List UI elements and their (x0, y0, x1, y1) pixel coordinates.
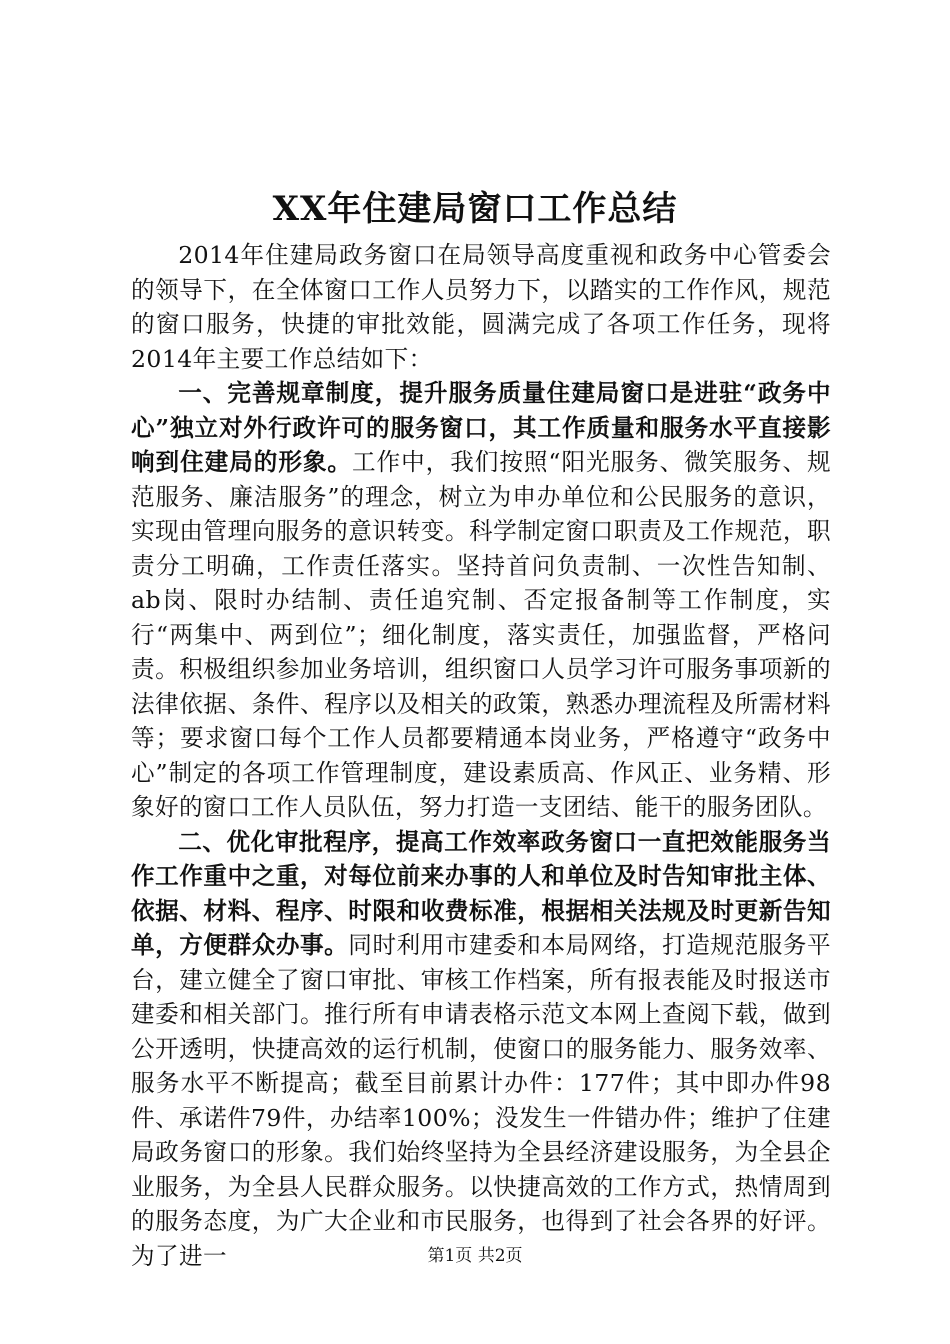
document-title: XX年住建局窗口工作总结 (272, 189, 678, 229)
section-1-heading: 一、完善规章制度，提升服务质量住建局窗口是进驻“政务中心”独立对外行政许可的服务窗口，其工作质量和服务水平直接影响到住建局的形象。 (131, 379, 831, 476)
paragraph-intro (131, 238, 831, 376)
section-1-text: 工作中，我们按照“阳光服务、微笑服务、规范服务、廉洁服务”的理念，树立为申办单位和公民服务的意识，实现由管理向服务的意识转变。科学制定窗口职责及工作规范，职责分工明确，工作责任落实。坚持首问负责制、一次性告知制、ab岗、限时办结制、责任追究制、否定报备制等工作制度，实行“两集中、两到位”；细化制度，落实责任，加强监督，严格问责。积极组织参加业务培训，组织窗口人员学习许可服务事项新的法律依据、条件、程序以及相关的政策，熟悉办理流程及所需材料等；要求窗口每个工作人员都要精通本岗业务，严格遵守“政务中心”制定的各项工作管理制度，建设素质高、作风正、业务精、形象好的窗口工作人员队伍，努力打造一支团结、能干的服务团队。 (131, 448, 831, 821)
paragraph-intro-text: 2014年住建局政务窗口在局领导高度重视和政务中心管委会的领导下，在全体窗口工作人员努力下，以踏实的工作作风，规范的窗口服务，快捷的审批效能，圆满完成了各项工作任务，现将2014年主要工作总结如下： (131, 241, 831, 373)
document-body (131, 238, 831, 1273)
section-2-text: 同时利用市建委和本局网络，打造规范服务平台，建立健全了窗口审批、审核工作档案，所有报表能及时报送市建委和相关部门。推行所有申请表格示范文本网上查阅下载，做到公开透明，快捷高效的运行机制，使窗口的服务能力、服务效率、服务水平不断提高；截至目前累计办件：177件；其中即办件98件、承诺件79件，办结率100%；没发生一件错办件；维护了住建局政务窗口的形象。我们始终坚持为全县经济建设服务，为全县企业服务，为全县人民群众服务。以快捷高效的工作方式，热情周到的服务态度，为广大企业和市民服务，也得到了社会各界的好评。为了进一 (131, 931, 832, 1270)
section-2-heading: 二、优化审批程序，提高工作效率政务窗口一直把效能服务当作工作重中之重，对每位前来办事的人和单位及时告知审批主体、依据、材料、程序、时限和收费标准，根据相关法规及时更新告知单，方便群众办事。 (131, 827, 831, 959)
paragraph-section-2 (131, 825, 831, 1274)
page-footer: 第1页 共2页 (427, 1246, 523, 1266)
paragraph-section-1 (131, 376, 831, 825)
